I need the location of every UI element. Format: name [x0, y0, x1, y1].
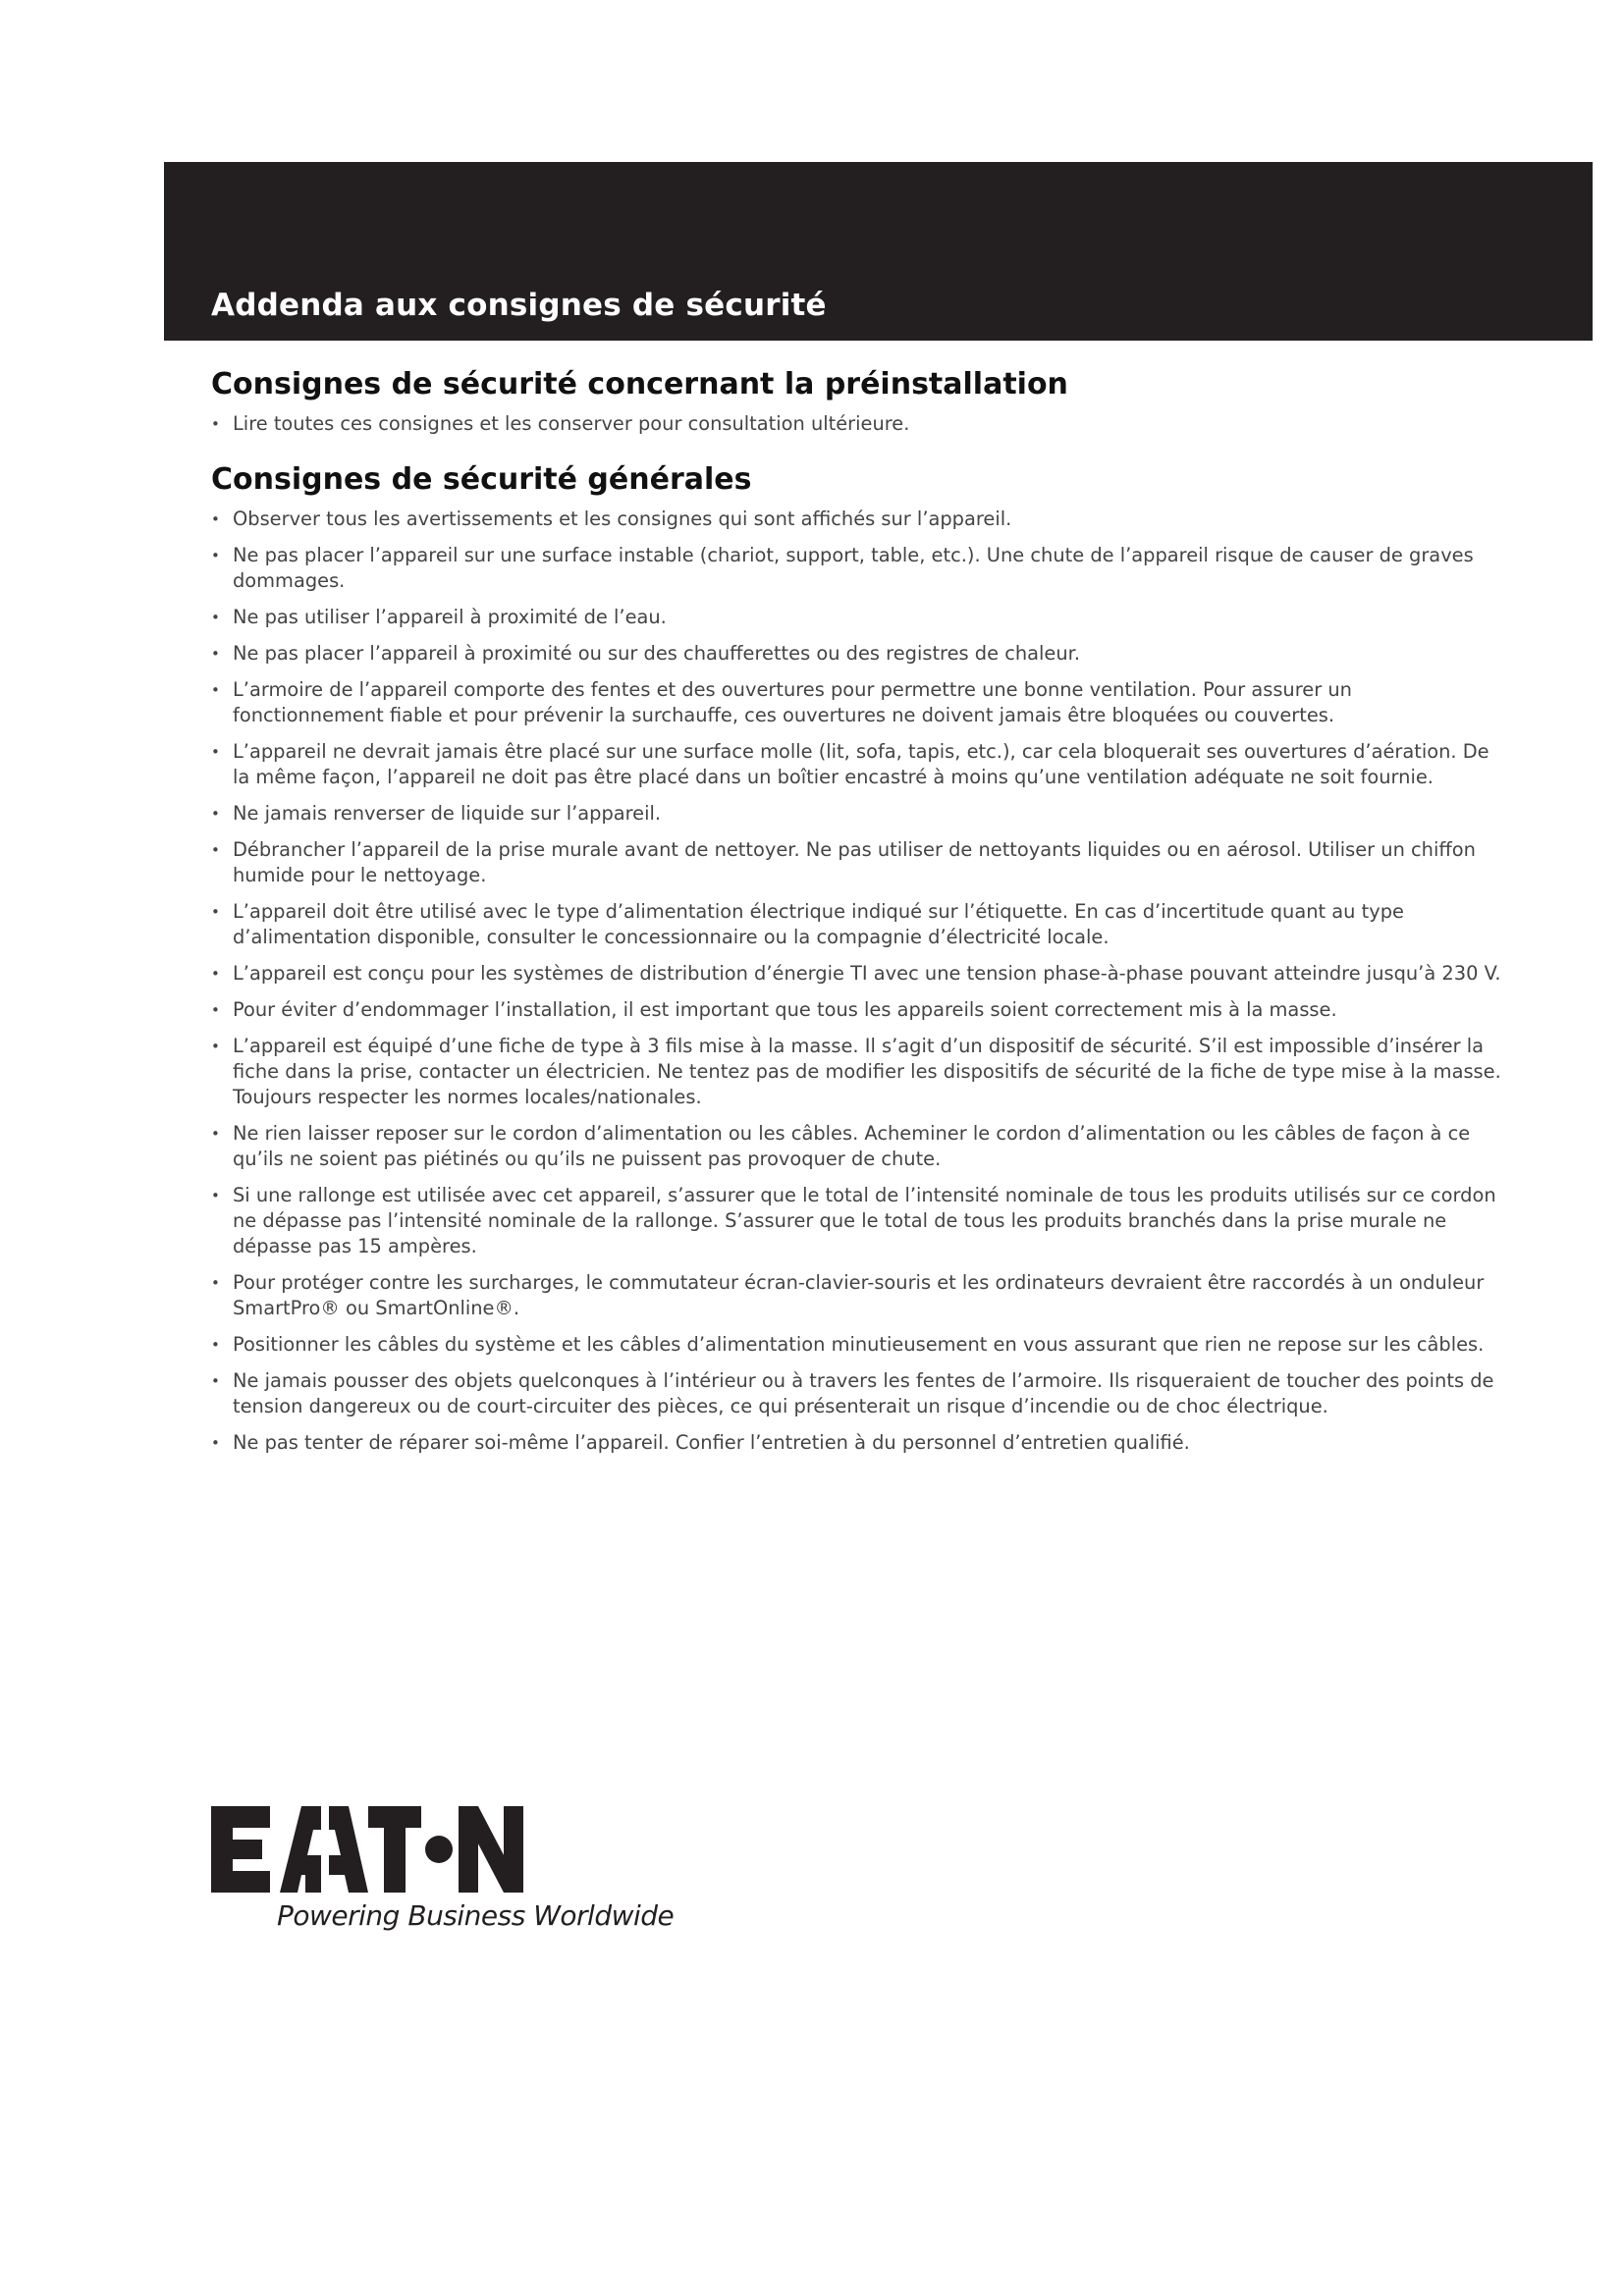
- list-item: • Ne jamais renverser de liquide sur l’appareil.: [211, 801, 1507, 827]
- list-item: • Observer tous les avertissements et les consignes qui sont affichés sur l’appareil.: [211, 507, 1507, 532]
- list-item: • Lire toutes ces consignes et les conserver pour consultation ultérieure.: [211, 411, 1507, 437]
- list-item: • Positionner les câbles du système et les câbles d’alimentation minutieusement en vous assurant que rien ne repose sur les câbles.: [211, 1332, 1507, 1358]
- list-item: • Ne pas placer l’appareil à proximité ou sur des chaufferettes ou des registres de chaleur.: [211, 641, 1507, 667]
- list-item: • Ne pas utiliser l’appareil à proximité de l’eau.: [211, 605, 1507, 630]
- list-item: • L’appareil est équipé d’une fiche de type à 3 fils mise à la masse. Il s’agit d’un dispositif de sécurité. S’il est impossible d’insérer la fiche dans la prise, contacter un électricien. Ne tentez pas de modifier les dispositifs de sécurité de la fiche de type mise à la masse. Toujours respecter les normes locales/nationales.: [211, 1034, 1507, 1110]
- list-item: • Ne jamais pousser des objets quelconques à l’intérieur ou à travers les fentes de l’armoire. Ils risqueraient de toucher des points de tension dangereux ou de court-circuiter des pièces, ce qui présenterait un risque d’incendie ou de choc électrique.: [211, 1368, 1507, 1419]
- document-title: Addenda aux consignes de sécurité: [211, 288, 827, 323]
- list-item: • Ne pas tenter de réparer soi-même l’appareil. Confier l’entretien à du personnel d’entretien qualifié.: [211, 1430, 1507, 1456]
- list-item: • Ne rien laisser reposer sur le cordon d’alimentation ou les câbles. Acheminer le cordon d’alimentation ou les câbles de façon à ce qu’ils ne soient pas piétinés ou qu’ils ne puissent pas provoquer de chute.: [211, 1121, 1507, 1172]
- main-content: [211, 365, 1507, 1467]
- list-item: • Pour éviter d’endommager l’installation, il est important que tous les appareils soient correctement mis à la masse.: [211, 997, 1507, 1023]
- list-item: • L’appareil est conçu pour les systèmes de distribution d’énergie TI avec une tension phase-à-phase pouvant atteindre jusqu’à 230 V.: [211, 961, 1507, 987]
- title-banner: [164, 162, 1593, 341]
- eaton-logo-mark: [211, 1806, 525, 1895]
- list-item: • L’armoire de l’appareil comporte des fentes et des ouvertures pour permettre une bonne ventilation. Pour assurer un fonctionnement fiable et pour prévenir la surchauffe, ces ouvertures ne doivent jamais être bloquées ou couvertes.: [211, 677, 1507, 728]
- logo-tagline: Powering Business Worldwide: [277, 1899, 675, 1932]
- list-item: • Si une rallonge est utilisée avec cet appareil, s’assurer que le total de l’intensité nominale de tous les produits utilisés sur ce cordon ne dépasse pas l’intensité nominale de la rallonge. S’assurer que le total de tous les produits branchés dans la prise murale ne dépasse pas 15 ampères.: [211, 1183, 1507, 1259]
- list-item: • Débrancher l’appareil de la prise murale avant de nettoyer. Ne pas utiliser de nettoyants liquides ou en aérosol. Utiliser un chiffon humide pour le nettoyage.: [211, 837, 1507, 888]
- general-safety-list: [211, 507, 1507, 1456]
- section-heading-preinstallation: Consignes de sécurité concernant la préinstallation: [211, 367, 1068, 401]
- preinstallation-list: [211, 411, 1507, 437]
- list-item: • L’appareil doit être utilisé avec le type d’alimentation électrique indiqué sur l’étiquette. En cas d’incertitude quant au type d’alimentation disponible, consulter le concessionnaire ou la compagnie d’électricité locale.: [211, 899, 1507, 950]
- list-item: • Ne pas placer l’appareil sur une surface instable (chariot, support, table, etc.). Une chute de l’appareil risque de causer de graves dommages.: [211, 543, 1507, 594]
- section-heading-general: Consignes de sécurité générales: [211, 462, 752, 497]
- list-item: • L’appareil ne devrait jamais être placé sur une surface molle (lit, sofa, tapis, etc.), car cela bloquerait ses ouvertures d’aération. De la même façon, l’appareil ne doit pas être placé dans un boîtier encastré à moins qu’une ventilation adéquate ne soit fournie.: [211, 739, 1507, 790]
- list-item: • Pour protéger contre les surcharges, le commutateur écran-clavier-souris et les ordinateurs devraient être raccordés à un onduleur SmartPro® ou SmartOnline®.: [211, 1270, 1507, 1321]
